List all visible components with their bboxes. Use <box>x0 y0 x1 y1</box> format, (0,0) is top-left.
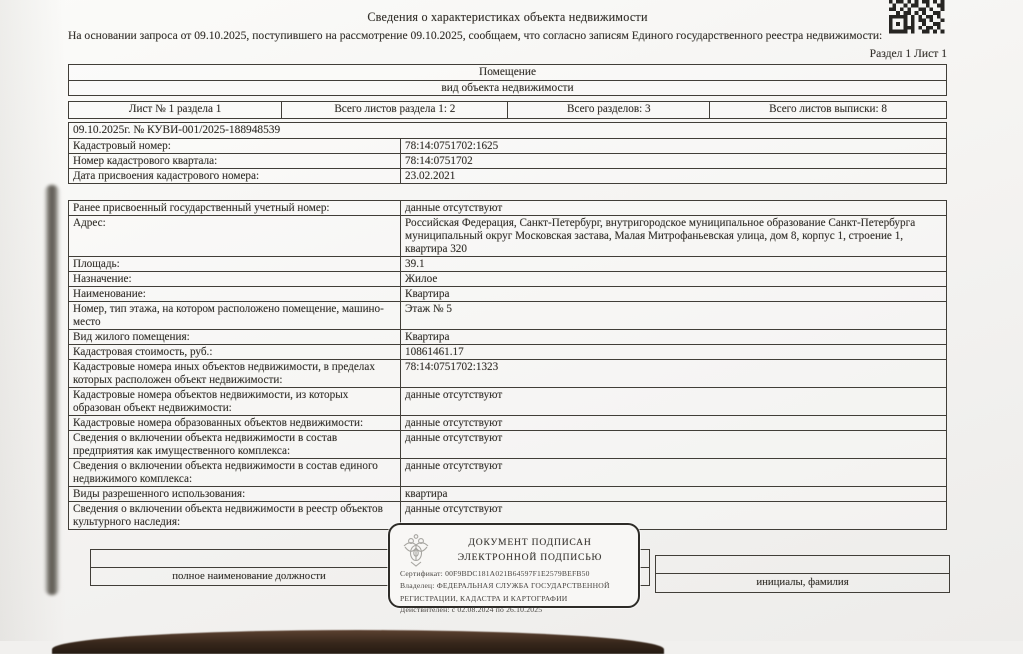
row-value: Российская Федерация, Санкт-Петербург, внутригородское муниципальное образование Санкт-Петербурга муниципальный округ Московская застава, Малая Митрофаньевская улица, дом 8, корпус 1, строение 1, квартира 320 <box>405 216 916 255</box>
row-value: данные отсутствуют <box>405 459 503 472</box>
row-value: данные отсутствуют <box>405 388 503 401</box>
row-label: Сведения о включении объекта недвижимости в состав единого недвижимого комплекса: <box>69 459 401 486</box>
row-value: 39.1 <box>405 257 425 270</box>
intro-text: На основании запроса от 09.10.2025, поступившего на рассмотрение 09.10.2025, сообщаем, что согласно записям Единого государственного реестра недвижимости: <box>68 29 883 42</box>
sheet-info-table <box>68 101 947 119</box>
row-value: данные отсутствуют <box>405 201 503 214</box>
sheet-info-cell: Лист № 1 раздела 1 <box>128 103 222 115</box>
row-label: Дата присвоения кадастрового номера: <box>69 169 401 183</box>
section-sheet-label: Раздел 1 Лист 1 <box>869 47 947 60</box>
signature-position-label: полное наименование должности <box>172 570 326 582</box>
request-table <box>68 122 947 184</box>
row-value: Этаж № 5 <box>405 302 452 315</box>
signature-name-label: инициалы, фамилия <box>656 573 949 591</box>
table-row <box>69 168 946 183</box>
stamp-title-line1: ДОКУМЕНТ ПОДПИСАН <box>468 537 592 548</box>
scan-shadow-left <box>44 185 60 595</box>
request-number: 09.10.2025г. № КУВИ-001/2025-188948539 <box>73 124 281 136</box>
row-label: Кадастровые номера иных объектов недвижимости, в пределах которых расположен объект недвижимости: <box>69 360 401 387</box>
table-row <box>69 387 946 415</box>
coat-of-arms-icon <box>402 533 430 567</box>
table-row <box>69 286 946 301</box>
row-label: Номер, тип этажа, на котором расположено помещение, машино-место <box>69 302 401 329</box>
row-value: Жилое <box>405 272 438 285</box>
stamp-owner: Владелец: ФЕДЕРАЛЬНАЯ СЛУЖБА ГОСУДАРСТВЕННОЙ РЕГИСТРАЦИИ, КАДАСТРА И КАРТОГРАФИИ <box>400 581 610 603</box>
row-label: Площадь: <box>69 257 401 271</box>
object-type-table <box>68 64 947 96</box>
row-value: данные отсутствуют <box>405 431 503 444</box>
row-label: Адрес: <box>69 216 401 256</box>
row-label: Номер кадастрового квартала: <box>69 154 401 168</box>
row-label: Сведения о включении объекта недвижимости в реестр объектов культурного наследия: <box>69 502 401 529</box>
stamp-certificate: Сертификат: 00F9BDC181A021B64597F1E2579BEFB50 <box>400 569 590 578</box>
row-label: Кадастровая стоимость, руб.: <box>69 345 401 359</box>
digital-signature-stamp <box>388 523 640 614</box>
details-table <box>68 200 947 530</box>
row-label: Кадастровые номера объектов недвижимости, из которых образован объект недвижимости: <box>69 388 401 415</box>
row-value: данные отсутствуют <box>405 502 503 515</box>
sheet-info-cell: Всего листов выписки: 8 <box>709 102 946 118</box>
row-label: Вид жилого помещения: <box>69 330 401 344</box>
table-row <box>69 138 946 153</box>
row-value: 78:14:0751702:1625 <box>405 139 499 152</box>
row-label: Назначение: <box>69 272 401 286</box>
object-type-caption: вид объекта недвижимости <box>69 80 946 96</box>
stamp-title-line2: ЭЛЕКТРОННОЙ ПОДПИСЬЮ <box>457 552 603 563</box>
table-row <box>69 215 946 256</box>
row-value: квартира <box>405 487 448 500</box>
row-value: данные отсутствуют <box>405 416 503 429</box>
object-type-value: Помещение <box>478 66 537 78</box>
table-row <box>69 359 946 387</box>
row-label: Кадастровые номера образованных объектов недвижимости: <box>69 416 401 430</box>
table-row <box>69 153 946 168</box>
signature-line <box>656 556 949 573</box>
table-row <box>69 458 946 486</box>
signature-name-box <box>655 555 950 593</box>
row-value: 78:14:0751702:1323 <box>405 360 499 373</box>
row-label: Виды разрешенного использования: <box>69 487 401 501</box>
table-row <box>69 430 946 458</box>
scan-edge-bottom <box>52 630 664 654</box>
table-row <box>69 344 946 359</box>
row-label: Сведения о включении объекта недвижимости в состав предприятия как имущественного комплекса: <box>69 431 401 458</box>
page-title: Сведения о характеристиках объекта недвижимости <box>367 10 648 24</box>
table-row <box>69 301 946 329</box>
row-value: Квартира <box>405 330 450 343</box>
table-row <box>69 201 946 215</box>
table-row <box>69 271 946 286</box>
row-label: Кадастровый номер: <box>69 139 401 153</box>
table-row <box>69 256 946 271</box>
row-value: 23.02.2021 <box>405 169 456 182</box>
sheet-info-cell: Всего листов раздела 1: 2 <box>281 102 507 118</box>
table-row <box>69 486 946 501</box>
table-row <box>69 415 946 430</box>
row-value: 10861461.17 <box>405 345 464 358</box>
stamp-validity: Действителен: с 02.08.2024 по 26.10.2025 <box>400 605 543 614</box>
table-row <box>69 329 946 344</box>
row-label: Наименование: <box>69 287 401 301</box>
sheet-info-cell: Всего разделов: 3 <box>507 102 709 118</box>
row-value: 78:14:0751702 <box>405 154 473 167</box>
row-label: Ранее присвоенный государственный учетный номер: <box>69 201 401 215</box>
row-value: Квартира <box>405 287 450 300</box>
